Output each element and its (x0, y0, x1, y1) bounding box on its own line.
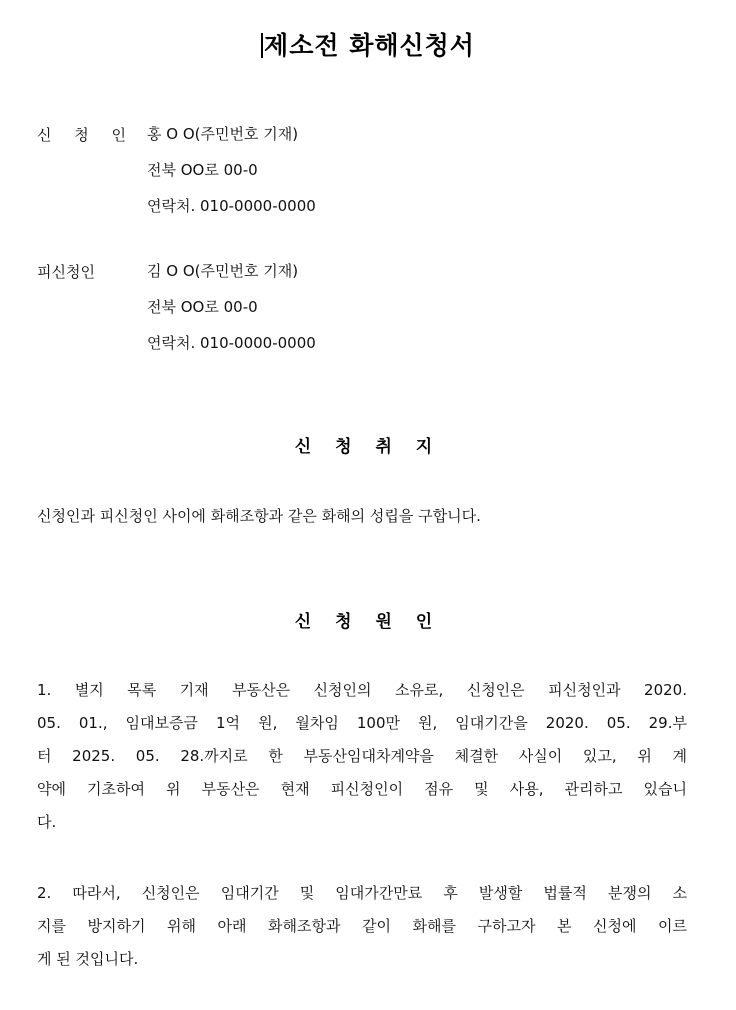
purpose-text: 신청인과 피신청인 사이에 화해조항과 같은 화해의 성립을 구합니다. (37, 507, 481, 525)
applicant-address: 전북 OO로 00-0 (147, 161, 258, 179)
applicant-name: 홍 O O(주민번호 기재) (147, 125, 299, 143)
grounds-paragraph-1 (37, 674, 687, 839)
grounds-p1-line: 05. 01., 임대보증금 1억 원, 월차임 100만 원, 임대기간을 2020. 05. 29.부 (37, 714, 687, 732)
document-title-text: 제소전 화해신청서 (264, 31, 475, 60)
applicant-label: 신 청 인 (37, 126, 136, 144)
respondent-contact: 연락처. 010-0000-0000 (147, 334, 316, 352)
grounds-p1-line: 다. (37, 813, 57, 831)
grounds-heading: 신 청 원 인 (294, 612, 442, 632)
grounds-p1-line: 1. 별지 목록 기재 부동산은 신청인의 소유로, 신청인은 피신청인과 2020. (37, 681, 687, 699)
respondent-name: 김 O O(주민번호 기재) (147, 262, 299, 280)
grounds-p2-line: 지를 방지하기 위해 아래 화해조항과 같이 화해를 구하고자 본 신청에 이르 (37, 917, 687, 935)
grounds-p1-line: 터 2025. 05. 28.까지로 한 부동산임대차계약을 체결한 사실이 있고, 위 계 (37, 747, 687, 765)
text-cursor (261, 33, 263, 58)
applicant-contact: 연락처. 010-0000-0000 (147, 197, 316, 215)
grounds-paragraph-2 (37, 877, 687, 976)
respondent-label: 피신청인 (37, 263, 95, 281)
document-title (0, 26, 736, 62)
grounds-p1-line: 약에 기초하여 위 부동산은 현재 피신청인이 점유 및 사용, 관리하고 있습니 (37, 780, 687, 798)
purpose-heading: 신 청 취 지 (294, 437, 442, 457)
grounds-p2-line: 2. 따라서, 신청인은 임대기간 및 임대가간만료 후 발생할 법률적 분쟁의 소 (37, 884, 687, 902)
respondent-address: 전북 OO로 00-0 (147, 298, 258, 316)
grounds-p2-line: 게 된 것입니다. (37, 950, 139, 968)
